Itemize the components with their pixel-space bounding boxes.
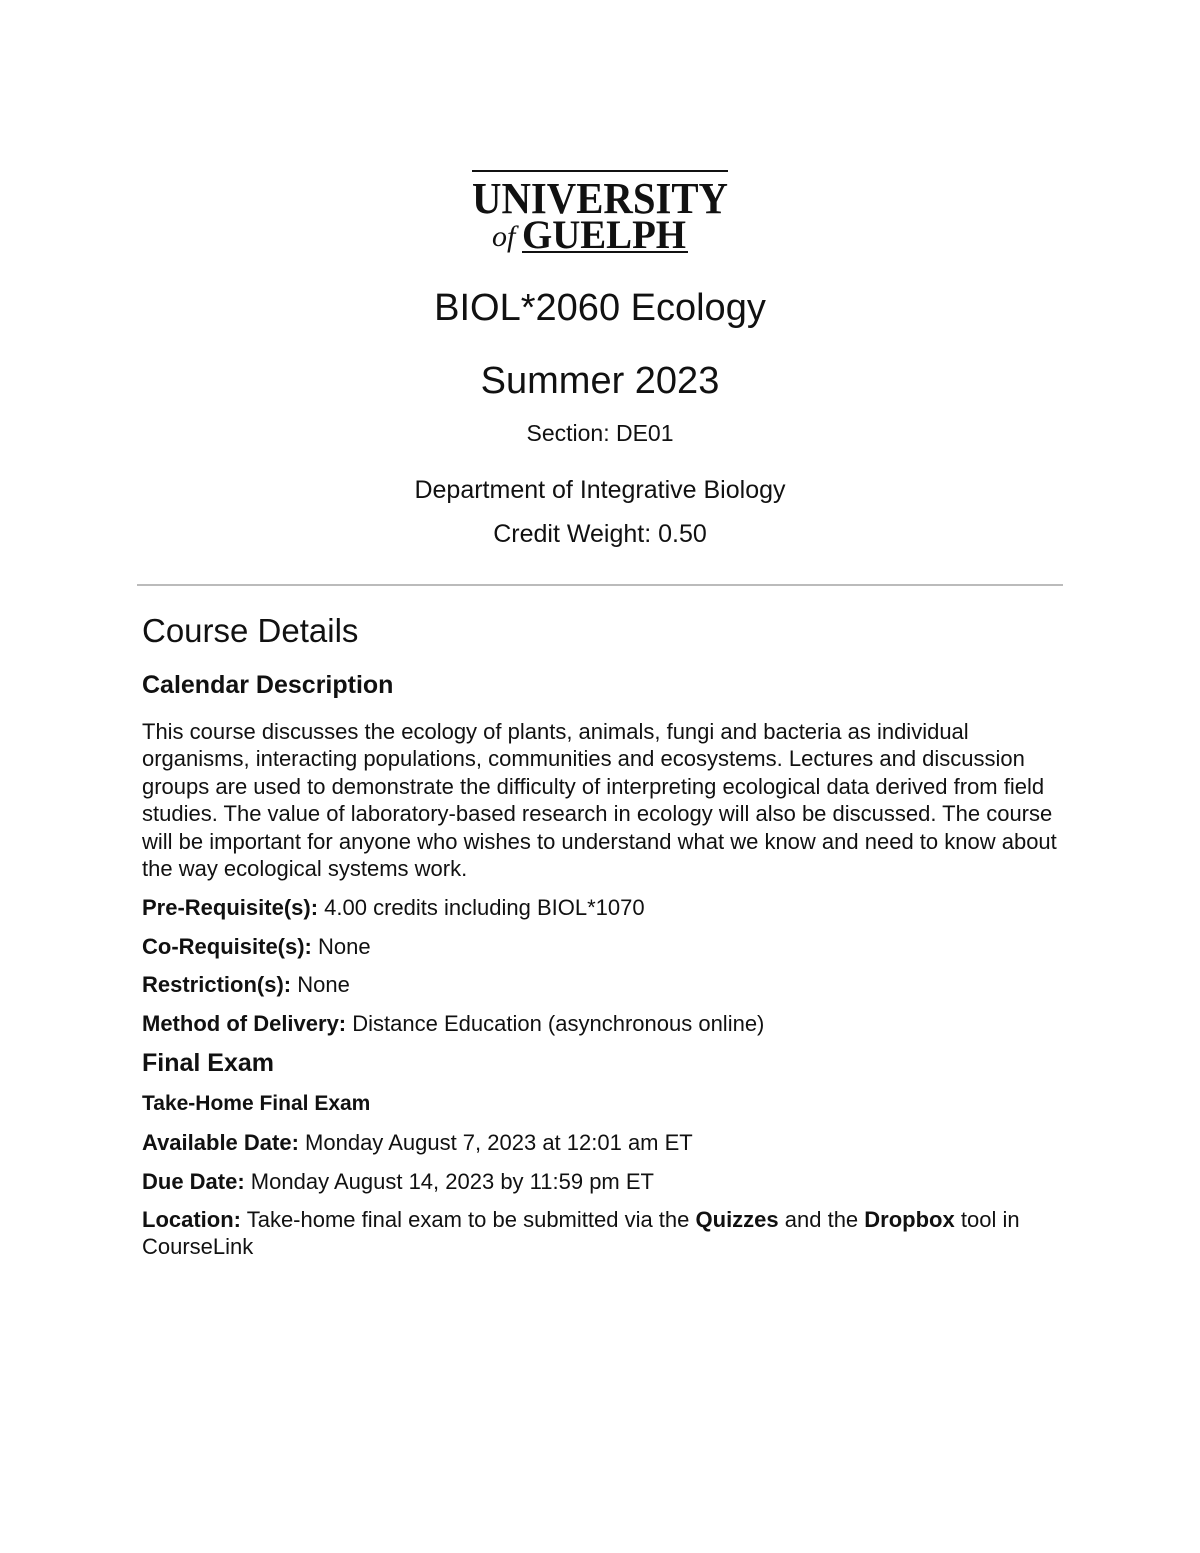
term: Summer 2023 [480, 360, 720, 402]
method-of-delivery-label: Method of Delivery: [142, 1010, 347, 1036]
course-title: BIOL*2060 Ecology [434, 287, 766, 329]
course-details-heading: Course Details [142, 612, 359, 649]
restrictions [142, 971, 1067, 998]
available-date-value: Monday August 7, 2023 at 12:01 am ET [298, 1130, 693, 1156]
due-date [142, 1168, 1067, 1195]
take-home-final-exam-heading: Take-Home Final Exam [142, 1092, 371, 1116]
due-date-label: Due Date: [142, 1168, 245, 1194]
logo-line-2: GUELPH [522, 212, 686, 257]
location-text-1: Take-home final exam to be submitted via the [241, 1207, 696, 1233]
method-of-delivery [142, 1010, 1067, 1037]
dropbox-tool: Dropbox [864, 1207, 955, 1233]
method-of-delivery-value: Distance Education (asynchronous online) [346, 1010, 765, 1036]
location-text-2: and the [778, 1207, 865, 1233]
available-date-label: Available Date: [142, 1130, 299, 1156]
corequisites [142, 933, 1067, 960]
logo-line-1: UNIVERSITY [472, 174, 728, 223]
calendar-description-heading: Calendar Description [142, 670, 394, 699]
university-of-guelph-logo [470, 168, 730, 258]
prerequisites-value: 4.00 credits including BIOL*1070 [318, 895, 645, 921]
prerequisites [142, 894, 1067, 921]
main-content [142, 612, 1067, 1272]
logo-wordmark [470, 168, 730, 258]
location [142, 1206, 1067, 1260]
logo-of: of [492, 220, 516, 253]
divider [137, 584, 1063, 586]
location-text-3: tool in CourseLink [142, 1207, 1020, 1260]
department: Department of Integrative Biology [414, 476, 786, 504]
section: Section: DE01 [526, 420, 674, 446]
quizzes-tool: Quizzes [695, 1207, 779, 1233]
corequisites-value: None [311, 933, 371, 959]
calendar-description: This course discusses the ecology of plants, animals, fungi and bacteria as individual organisms, interacting populations, communities and ecosystems. Lectures and discussion groups are used to demonstrate the difficulty of interpreting ecological data derived from field studies. The value of laboratory-based research in ecology will also be discussed. The course will be important for anyone who wishes to understand what we know and need to know about the way ecological systems work. [142, 718, 1057, 881]
corequisites-label: Co-Requisite(s): [142, 933, 312, 959]
due-date-value: Monday August 14, 2023 by 11:59 pm ET [244, 1168, 654, 1194]
restrictions-value: None [291, 972, 350, 998]
available-date [142, 1129, 1067, 1156]
final-exam-heading: Final Exam [142, 1049, 274, 1078]
location-label: Location: [142, 1207, 241, 1233]
prerequisites-label: Pre-Requisite(s): [142, 895, 319, 921]
restrictions-label: Restriction(s): [142, 972, 292, 998]
credit-weight: Credit Weight: 0.50 [493, 520, 707, 548]
